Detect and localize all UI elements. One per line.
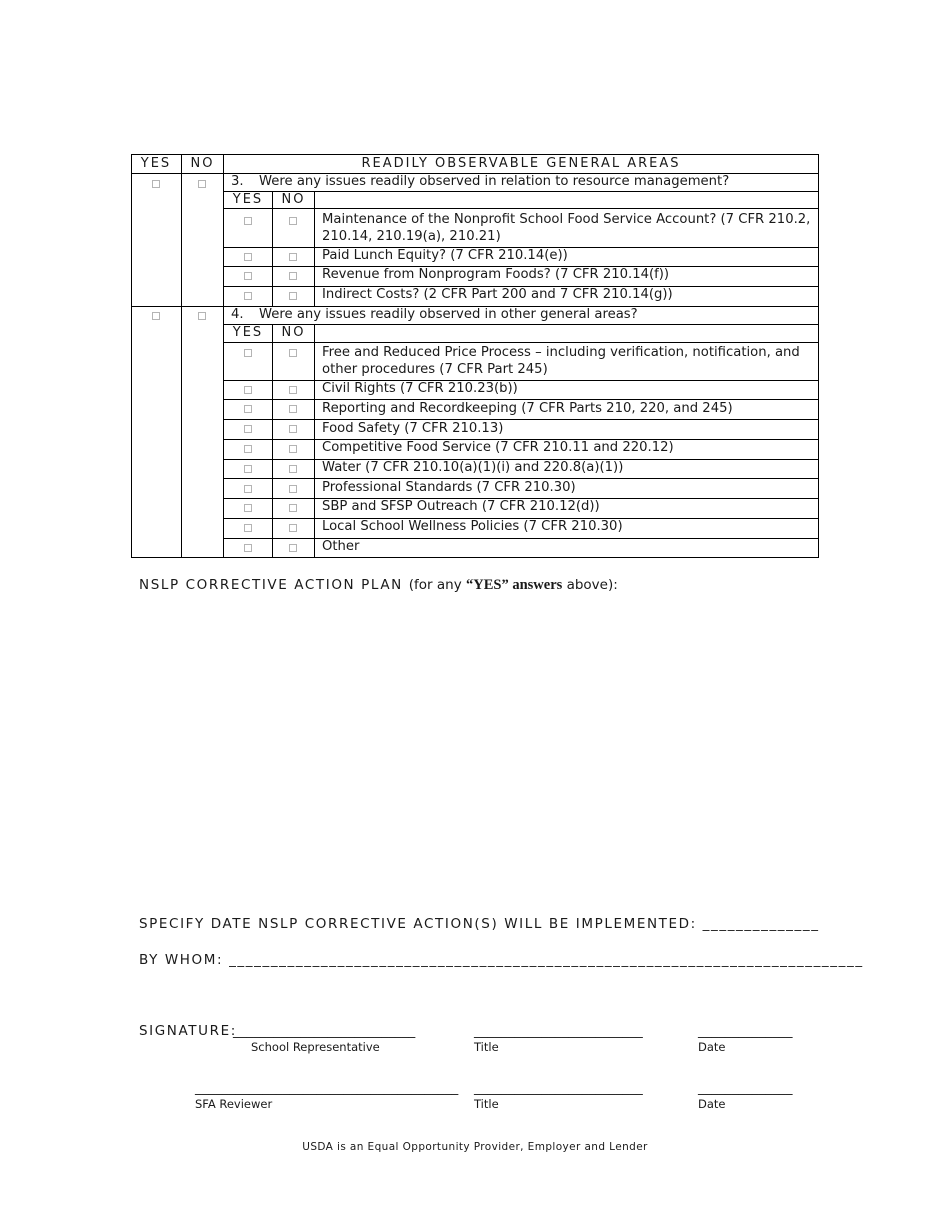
q4-item8-no-checkbox[interactable] — [289, 504, 297, 512]
q3-item2-no-checkbox[interactable] — [289, 253, 297, 261]
q4-sub-yes: YES — [232, 325, 264, 340]
q4-item1-no-checkbox[interactable] — [289, 349, 297, 357]
q4-item2-no-checkbox[interactable] — [289, 386, 297, 394]
q3-sub-yes: YES — [232, 192, 264, 207]
q4-item4-text: Food Safety (7 CFR 210.13) — [322, 421, 504, 436]
q3-number: 3. — [231, 174, 244, 189]
by-whom-line[interactable]: BY WHOM: ____________________________________________________________________________ — [139, 952, 864, 968]
q4-item6-no-checkbox[interactable] — [289, 465, 297, 473]
q3-item4-text: Indirect Costs? (2 CFR Part 200 and 7 CFR 210.14(g)) — [322, 287, 673, 302]
q4-number: 4. — [231, 307, 244, 322]
q3-item3-no-checkbox[interactable] — [289, 272, 297, 280]
q3-item3-text: Revenue from Nonprogram Foods? (7 CFR 210.14(f)) — [322, 267, 670, 282]
sfa-reviewer-caption: SFA Reviewer — [195, 1097, 273, 1111]
q3-item1-no-checkbox[interactable] — [289, 217, 297, 225]
q4-item9-no-checkbox[interactable] — [289, 524, 297, 532]
q4-item10-yes-checkbox[interactable] — [244, 544, 252, 552]
school-rep-date-line[interactable]: ______________ — [698, 1023, 793, 1039]
q4-item5-yes-checkbox[interactable] — [244, 445, 252, 453]
q4-item3-yes-checkbox[interactable] — [244, 405, 252, 413]
q4-item8-text: SBP and SFSP Outreach (7 CFR 210.12(d)) — [322, 499, 600, 514]
title-caption-2: Title — [474, 1097, 499, 1111]
q4-item1-text: Free and Reduced Price Process – including verification, notification, and other procedures (7 CFR Part 245) — [322, 345, 800, 377]
q4-item10-text: Other — [322, 539, 360, 554]
school-rep-caption: School Representative — [251, 1040, 380, 1054]
q4-item6-yes-checkbox[interactable] — [244, 465, 252, 473]
q4-item7-no-checkbox[interactable] — [289, 485, 297, 493]
q3-item2-text: Paid Lunch Equity? (7 CFR 210.14(e)) — [322, 248, 568, 263]
sfa-reviewer-signature-line[interactable]: _______________________________________ — [195, 1080, 459, 1096]
q4-item6-text: Water (7 CFR 210.10(a)(1)(i) and 220.8(a)(1)) — [322, 460, 624, 475]
q4-item7-text: Professional Standards (7 CFR 210.30) — [322, 480, 576, 495]
q3-text: Were any issues readily observed in relation to resource management? — [259, 174, 730, 189]
q3-item4-yes-checkbox[interactable] — [244, 292, 252, 300]
q4-item4-yes-checkbox[interactable] — [244, 425, 252, 433]
q4-item4-no-checkbox[interactable] — [289, 425, 297, 433]
cap-paren-open: (for any — [408, 577, 466, 593]
cap-yes-answers: “YES” answers — [466, 577, 563, 593]
q4-item7-yes-checkbox[interactable] — [244, 485, 252, 493]
q4-item9-text: Local School Wellness Policies (7 CFR 210.30) — [322, 519, 623, 534]
date-caption-1: Date — [698, 1040, 726, 1054]
q4-item3-text: Reporting and Recordkeeping (7 CFR Parts 210, 220, and 245) — [322, 401, 733, 416]
q4-item1-yes-checkbox[interactable] — [244, 349, 252, 357]
specify-date-line[interactable]: SPECIFY DATE NSLP CORRECTIVE ACTION(S) WILL BE IMPLEMENTED: ______________ — [139, 916, 820, 932]
sfa-date-line[interactable]: ______________ — [698, 1080, 793, 1096]
header-title: READILY OBSERVABLE GENERAL AREAS — [361, 156, 681, 171]
q3-item1-yes-checkbox[interactable] — [244, 217, 252, 225]
q4-item5-text: Competitive Food Service (7 CFR 210.11 and 220.12) — [322, 440, 674, 455]
q3-sub-no: NO — [281, 192, 306, 207]
school-rep-signature-line[interactable]: ___________________________ — [233, 1023, 416, 1039]
cap-paren-close: above): — [562, 577, 618, 593]
signature-label: SIGNATURE: — [139, 1023, 237, 1039]
q3-yes-checkbox[interactable] — [152, 180, 160, 188]
q4-item9-yes-checkbox[interactable] — [244, 524, 252, 532]
q4-item8-yes-checkbox[interactable] — [244, 504, 252, 512]
corrective-action-plan-heading — [139, 576, 618, 594]
cap-prefix: NSLP CORRECTIVE ACTION PLAN — [139, 577, 403, 593]
date-caption-2: Date — [698, 1097, 726, 1111]
title-caption-1: Title — [474, 1040, 499, 1054]
sfa-title-line[interactable]: _________________________ — [474, 1080, 643, 1096]
q4-item10-no-checkbox[interactable] — [289, 544, 297, 552]
q3-item3-yes-checkbox[interactable] — [244, 272, 252, 280]
q3-item1-text: Maintenance of the Nonprofit School Food Service Account? (7 CFR 210.2, 210.14, 210.19(a), 210.21) — [322, 212, 811, 244]
header-yes: YES — [140, 156, 172, 171]
q4-item2-text: Civil Rights (7 CFR 210.23(b)) — [322, 381, 518, 396]
q4-yes-checkbox[interactable] — [152, 312, 160, 320]
q4-item2-yes-checkbox[interactable] — [244, 386, 252, 394]
q4-item5-no-checkbox[interactable] — [289, 445, 297, 453]
q4-text: Were any issues readily observed in other general areas? — [259, 307, 638, 322]
q3-item2-yes-checkbox[interactable] — [244, 253, 252, 261]
q4-item3-no-checkbox[interactable] — [289, 405, 297, 413]
q3-no-checkbox[interactable] — [198, 180, 206, 188]
header-no: NO — [190, 156, 215, 171]
school-rep-title-line[interactable]: _________________________ — [474, 1023, 643, 1039]
q3-item4-no-checkbox[interactable] — [289, 292, 297, 300]
q4-no-checkbox[interactable] — [198, 312, 206, 320]
q4-sub-no: NO — [281, 325, 306, 340]
footer-text: USDA is an Equal Opportunity Provider, Employer and Lender — [302, 1141, 648, 1153]
